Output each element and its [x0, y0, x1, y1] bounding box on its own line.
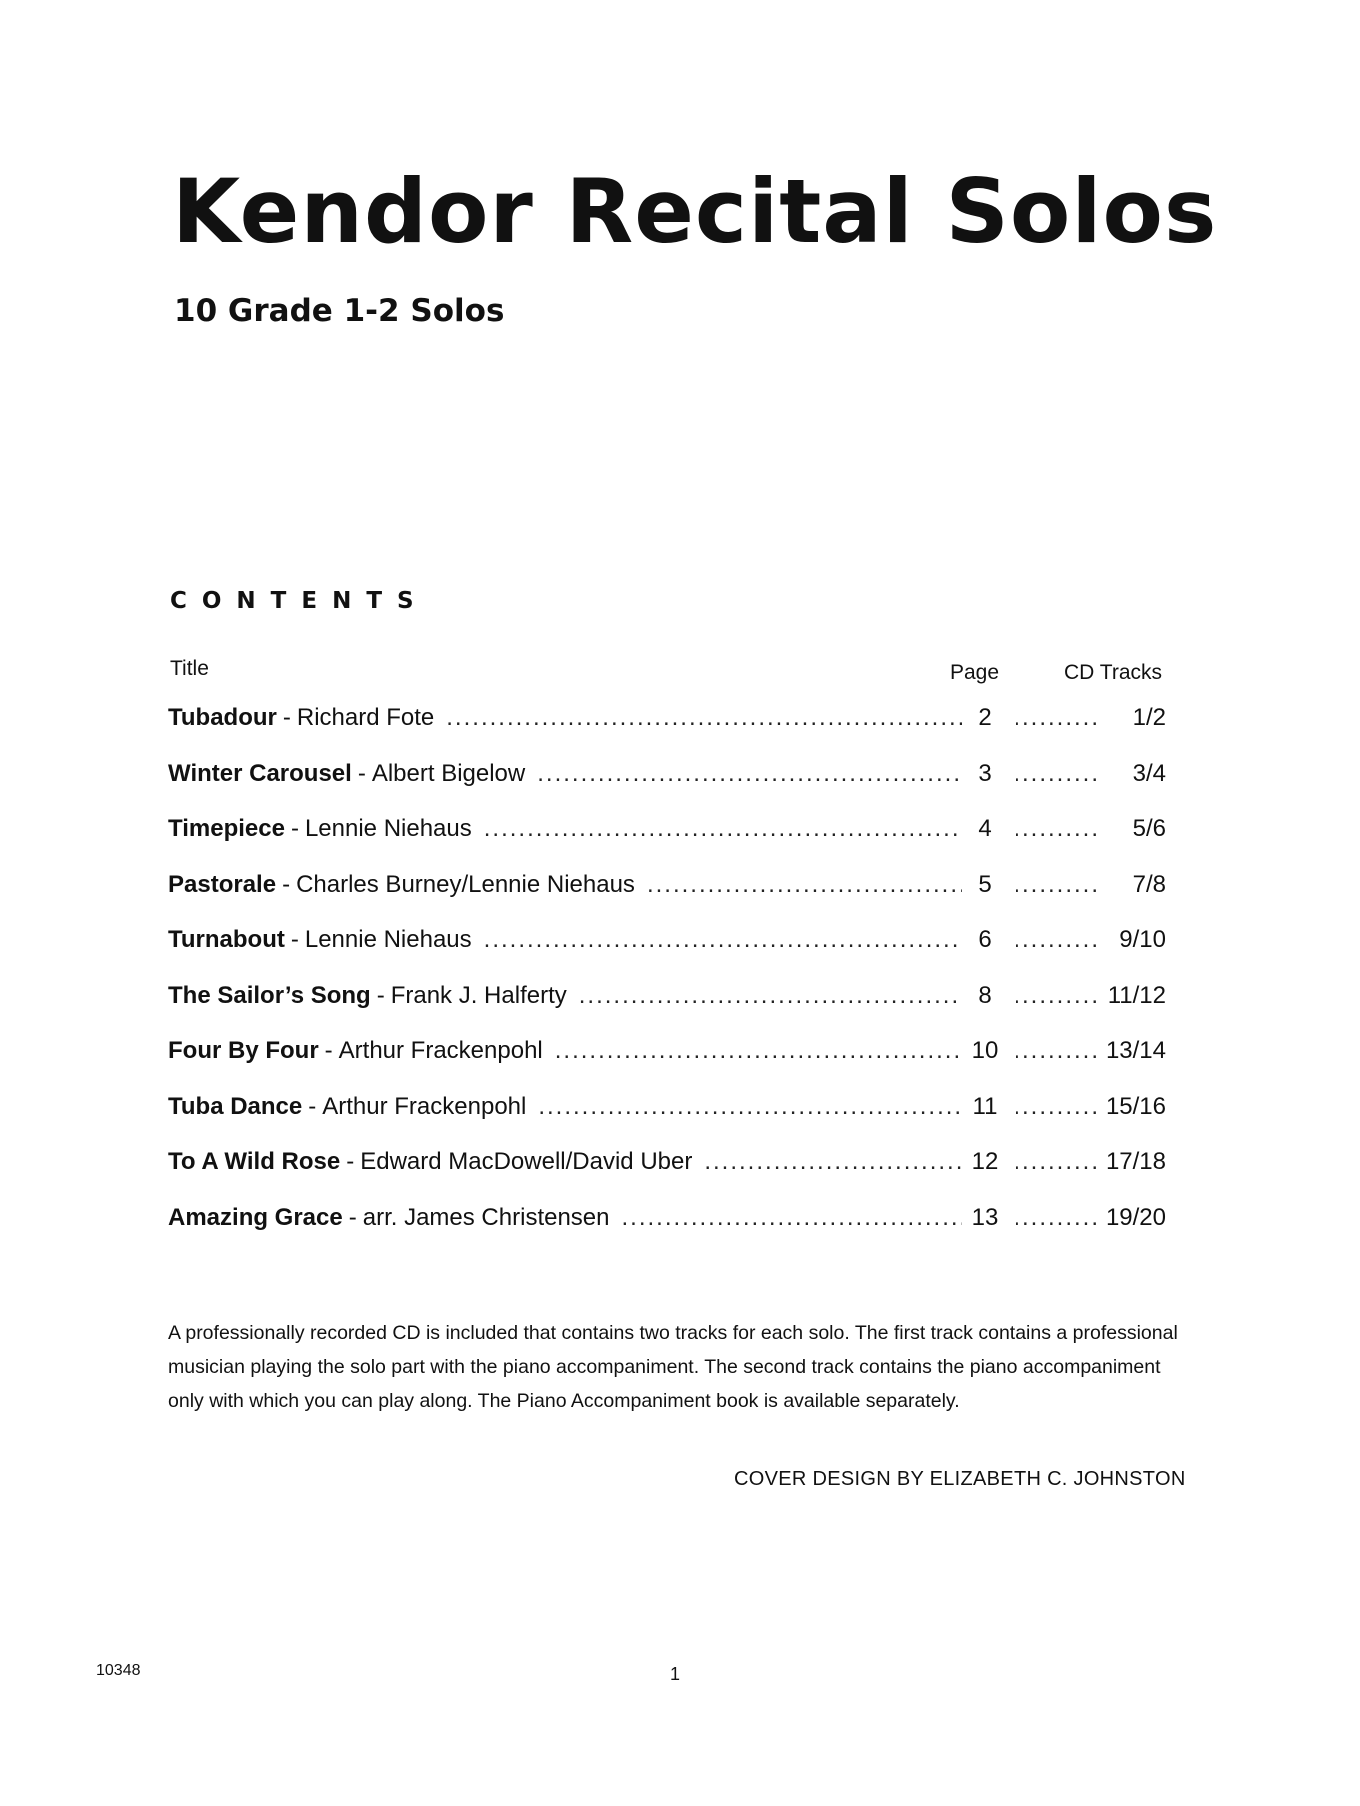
toc-entry-separator: - — [348, 1203, 357, 1231]
toc-entry-separator: - — [282, 870, 291, 898]
toc-entry-separator: - — [346, 1148, 355, 1175]
toc-dot-leader — [579, 982, 962, 1010]
toc-entry-composer: Arthur Frackenpohl — [338, 1037, 543, 1064]
toc-entry — [168, 1037, 1168, 1093]
toc-entry-composer: Lennie Niehaus — [304, 815, 472, 842]
toc-entry — [168, 1093, 1168, 1149]
toc-entry-page: 13 — [971, 1203, 999, 1231]
toc-dot-leader — [1016, 982, 1100, 1010]
toc-dot-leader — [1016, 1093, 1100, 1121]
toc-dot-leader — [555, 1037, 962, 1065]
toc-dot-leader — [1016, 815, 1100, 843]
toc-entry-composer: Arthur Frackenpohl — [322, 1092, 527, 1120]
toc-entry-title: Tubadour — [168, 704, 277, 731]
toc-dot-leader — [622, 1204, 963, 1232]
toc-entry-title: Timepiece — [168, 815, 285, 842]
toc-entry-page: 5 — [978, 870, 992, 898]
toc-dot-leader — [647, 871, 962, 899]
toc-dot-leader — [484, 926, 962, 954]
book-subtitle: 10 Grade 1-2 Solos — [174, 293, 505, 329]
toc-entry-separator: - — [324, 1037, 333, 1064]
page-number: 1 — [670, 1664, 681, 1684]
toc-entry-title: Amazing Grace — [168, 1203, 343, 1231]
toc-entry — [168, 1204, 1168, 1260]
toc-entry-title: The Sailor’s Song — [168, 981, 371, 1009]
toc-entry-cd-tracks: 7/8 — [1132, 870, 1166, 898]
toc-dot-leader — [1016, 704, 1100, 732]
toc-entry-cd-tracks: 13/14 — [1105, 1037, 1166, 1064]
toc-entry — [168, 926, 1168, 982]
toc-entry — [168, 871, 1168, 927]
toc-entry-composer: arr. James Christensen — [362, 1203, 610, 1231]
toc-entry-title: To A Wild Rose — [168, 1148, 341, 1175]
toc-entry-composer: Edward MacDowell/David Uber — [360, 1148, 693, 1175]
toc-entry-page: 4 — [978, 815, 992, 842]
column-header-page: Page — [950, 661, 1000, 684]
toc-entry-cd-tracks: 15/16 — [1105, 1092, 1166, 1120]
toc-entry-cd-tracks: 11/12 — [1107, 981, 1166, 1009]
toc-dot-leader — [484, 815, 962, 843]
toc-dot-leader — [1016, 760, 1100, 788]
cover-design-credit: COVER DESIGN BY ELIZABETH C. JOHNSTON — [734, 1468, 1186, 1490]
toc-entry-separator: - — [282, 704, 291, 731]
column-header-cd-tracks: CD Tracks — [1064, 661, 1163, 684]
toc-entry-page: 2 — [978, 704, 992, 731]
toc-entry-composer: Frank J. Halferty — [390, 981, 567, 1009]
toc-entry — [168, 760, 1168, 816]
toc-entry — [168, 815, 1168, 871]
toc-dot-leader — [538, 1093, 962, 1121]
toc-dot-leader — [537, 760, 962, 788]
toc-entry-cd-tracks: 17/18 — [1105, 1148, 1166, 1175]
toc-entry-title: Four By Four — [168, 1037, 319, 1064]
toc-entry-cd-tracks: 3/4 — [1132, 759, 1166, 787]
toc-entry-page: 11 — [972, 1092, 998, 1120]
toc-entry-composer: Lennie Niehaus — [304, 926, 472, 953]
catalog-number: 10348 — [96, 1662, 141, 1679]
contents-heading: CONTENTS — [170, 588, 429, 614]
toc-entry-separator: - — [376, 981, 385, 1009]
toc-entry-separator: - — [308, 1092, 317, 1120]
toc-entry-separator: - — [357, 759, 366, 787]
toc-entry — [168, 982, 1168, 1038]
toc-entry-title: Turnabout — [168, 926, 285, 953]
toc-entry-title: Pastorale — [168, 870, 277, 898]
toc-entry-page: 6 — [978, 926, 992, 953]
toc-entry-title: Winter Carousel — [168, 759, 352, 787]
toc-dot-leader — [704, 1148, 962, 1176]
toc-entry-page: 8 — [978, 981, 992, 1009]
toc-entry — [168, 704, 1168, 760]
book-title: Kendor Recital Solos — [172, 160, 1218, 263]
toc-entry-composer: Richard Fote — [296, 704, 435, 731]
toc-entry-composer: Charles Burney/Lennie Niehaus — [296, 870, 635, 898]
toc-entry-cd-tracks: 19/20 — [1105, 1203, 1166, 1231]
toc-dot-leader — [1016, 1148, 1100, 1176]
toc-entry-page: 10 — [971, 1037, 999, 1064]
toc-entry-cd-tracks: 5/6 — [1132, 815, 1166, 842]
toc-dot-leader — [1016, 1037, 1100, 1065]
toc-dot-leader — [1016, 1204, 1100, 1232]
toc-entry-cd-tracks: 9/10 — [1119, 926, 1166, 953]
toc-dot-leader — [1016, 871, 1100, 899]
toc-dot-leader — [446, 704, 962, 732]
toc-dot-leader — [1016, 926, 1100, 954]
toc-entry-title: Tuba Dance — [168, 1092, 303, 1120]
table-of-contents — [168, 704, 1168, 1259]
toc-entry-composer: Albert Bigelow — [371, 759, 526, 787]
toc-entry-separator: - — [290, 926, 299, 953]
cd-description: A professionally recorded CD is included that contains two tracks for each solo. The first track contains a professional musician playing the solo part with the piano accompaniment. The second track contains the piano accompaniment only with which you can play along. The Piano Accompaniment book is available separately. — [168, 1322, 1178, 1412]
column-header-title: Title — [170, 657, 209, 680]
toc-entry-separator: - — [290, 815, 299, 842]
toc-entry-cd-tracks: 1/2 — [1132, 704, 1166, 731]
toc-entry-page: 12 — [971, 1148, 999, 1175]
toc-entry — [168, 1148, 1168, 1204]
toc-entry-page: 3 — [978, 759, 992, 787]
